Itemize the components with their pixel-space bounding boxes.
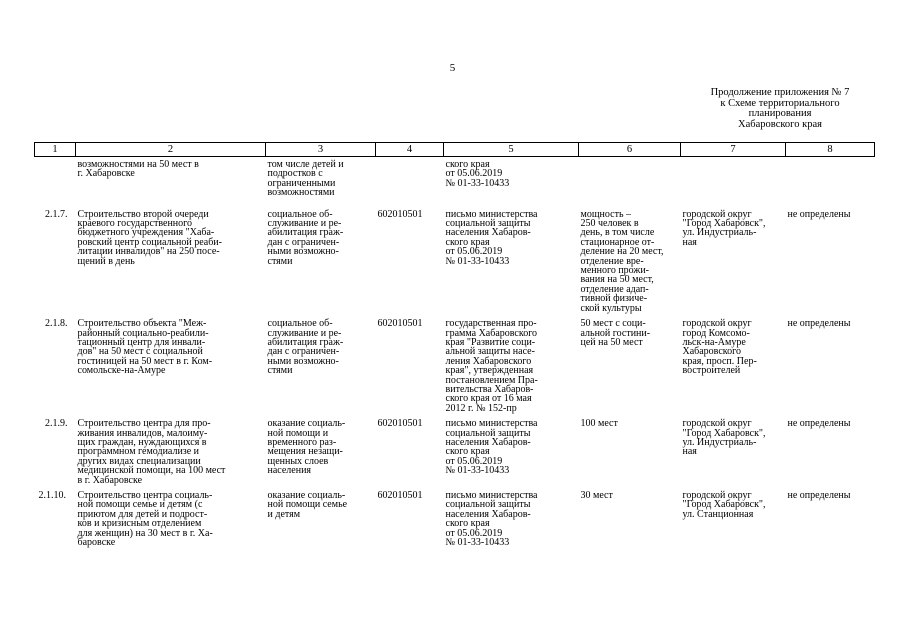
cell-basis: государственная про- грамма Хабаровского края "Развитие соци- альной защиты насе- ления Хабаровского края", утвержденная постановлением Пра- вительства Хабаров- ского края от 16 мая 2012 г. № 152-пр [445, 318, 538, 414]
header-row [35, 143, 875, 157]
cell-object-name: возможностями на 50 мест в г. Хабаровске [77, 159, 199, 180]
header-cell: 2 [76, 143, 266, 157]
cell-object-name: Строительство центра социаль- ной помощи семье и детям (с приютом для детей и подрост- ков и кризисным отделением для женщин) на 30 мест в г. Ха- баровске [77, 490, 213, 549]
cell-basis: письмо министерства социальной защиты населения Хабаров- ского края от 05.06.2019 № 01-33-10433 [445, 418, 538, 477]
table-row [35, 313, 875, 413]
cell-purpose: социальное об- служивание и ре- абилитация граж- дан с ограничен- ными возможно- стями [267, 318, 344, 377]
table-row [35, 485, 875, 547]
header-cell: 7 [681, 143, 786, 157]
header-cell: 1 [35, 143, 76, 157]
cell-zones: не определены [787, 490, 851, 501]
data-table [34, 142, 875, 547]
cell-code: 602010501 [377, 208, 423, 220]
cell-location: городской округ город Комсомо- льск-на-Амуре Хабаровского края, просп. Пер- востроителей [682, 318, 757, 377]
cell-number: 2.1.8. [45, 318, 68, 330]
table-row-continuation [35, 157, 875, 198]
cell-capacity: 100 мест [580, 418, 618, 430]
continuation-line: к Схеме территориального [720, 97, 840, 109]
cell-zones: не определены [787, 318, 851, 330]
cell-purpose: оказание социаль- ной помощи семье и детям [267, 490, 348, 520]
cell-location: городской округ "Город Хабаровск", ул. Индустриаль- ная [682, 208, 766, 248]
cell-basis: письмо министерства социальной защиты населения Хабаров- ского края от 05.06.2019 № 01-33-10433 [445, 208, 538, 267]
cell-capacity: 30 мест [580, 490, 613, 501]
page-number: 5 [449, 62, 456, 74]
continuation-line: планирования [748, 108, 812, 119]
cell-zones [786, 157, 875, 198]
cell-code: 602010501 [377, 418, 423, 430]
cell-object-name: Строительство объекта "Меж- районный социально-реабили- тационный центр для инвали- дов" на 50 мест с социальной гостиницей на 50 мест в г. Ком- сомольске-на-Амуре [77, 318, 213, 377]
cell-basis: ского края от 05.06.2019 № 01-33-10433 [445, 159, 510, 189]
cell-basis: письмо министерства социальной защиты населения Хабаров- ского края от 05.06.2019 № 01-33-10433 [445, 490, 538, 549]
cell-number: 2.1.9. [45, 418, 68, 430]
cell-capacity [579, 157, 681, 198]
cell-number [35, 157, 76, 198]
header-cell: 3 [266, 143, 376, 157]
cell-number: 2.1.7. [45, 208, 68, 220]
table-row [35, 204, 875, 313]
cell-object-name: Строительство центра для про- живания инвалидов, малоиму- щих граждан, нуждающихся в программном гемодиализе и других видах специализации медицинской помощи, на 100 мест в г. Хабаровске [77, 418, 226, 486]
header-cell: 5 [444, 143, 579, 157]
cell-location: городской округ "Город Хабаровск", ул. Станционная [682, 490, 766, 520]
continuation-line: Хабаровского края [738, 118, 822, 130]
cell-object-name: Строительство второй очереди краевого государственного бюджетного учреждения "Хаба- ровский центр социальной реаби- литации инвалидов" на 250 посе- щений в день [77, 208, 222, 267]
header-cell: 8 [786, 143, 875, 157]
cell-location [681, 157, 786, 198]
cell-zones: не определены [787, 418, 851, 430]
cell-code [376, 157, 444, 198]
cell-code: 602010501 [377, 318, 423, 330]
cell-location: городской округ "Город Хабаровск", ул. Индустриаль- ная [682, 418, 766, 458]
cell-purpose: социальное об- служивание и ре- абилитация граж- дан с ограничен- ными возможно- стями [267, 208, 344, 267]
cell-number: 2.1.10. [38, 490, 66, 501]
cell-capacity: мощность – 250 человек в день, в том числе стационарное от- деление на 20 мест, отделение вре- менного прожи- вания на 50 мест, отделение адап- тивной физиче- ской культуры [580, 208, 664, 314]
cell-capacity: 50 мест с соци- альной гостини- цей на 50 мест [580, 318, 651, 348]
cell-code: 602010501 [377, 490, 423, 501]
cell-purpose: оказание социаль- ной помощи и временного раз- мещения незащи- щенных слоев населения [267, 418, 346, 477]
table-row [35, 413, 875, 485]
continuation-line: Продолжение приложения № 7 [710, 87, 850, 98]
continuation-note [690, 88, 870, 130]
cell-zones: не определены [787, 208, 851, 220]
header-cell: 4 [376, 143, 444, 157]
header-cell: 6 [579, 143, 681, 157]
cell-purpose: том числе детей и подростков с ограниченными возможностями [267, 159, 344, 199]
